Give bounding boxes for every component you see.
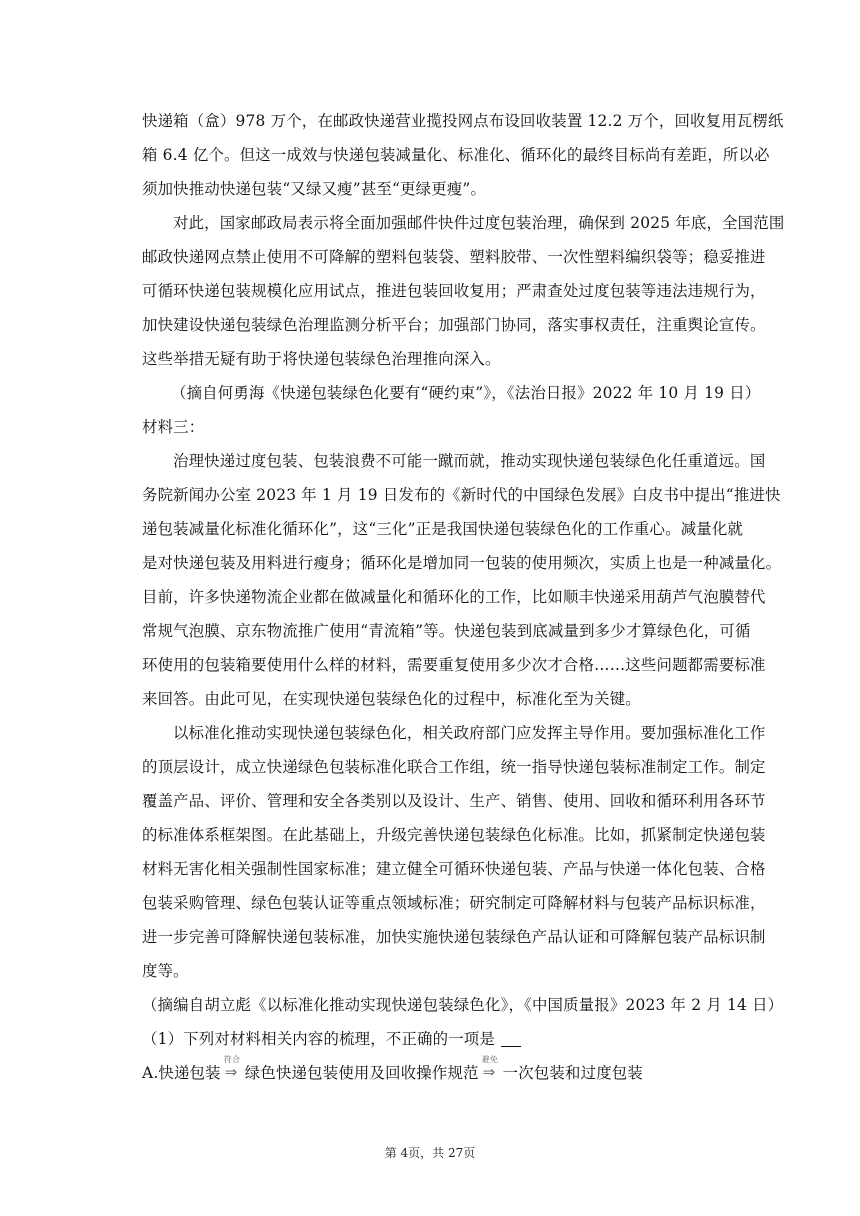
text-line: 须加快推动快递包装“又绿又瘦”甚至“更绿更瘦”。 [142,180,487,198]
text-line: 治理快递过度包装、包装浪费不可能一蹴而就，推动实现快递包装绿色化任重道远。国 [173,452,766,470]
page-footer: 第 4页，共 27页 [384,1146,476,1160]
text-line: 箱 6.4 亿个。但这一成效与快递包装减量化、标准化、循环化的最终目标尚有差距，所以必 [142,146,770,164]
text-line: 这些举措无疑有助于将快递包装绿色治理推向深入。 [142,350,501,368]
text-line: 来回答。由此可见，在实现快递包装绿色化的过程中，标准化至为关键。 [142,690,641,708]
text-line: 材料无害化相关强制性国家标准；建立健全可循环快递包装、产品与快递一体化包装、合格 [142,860,766,878]
option-a [142,1056,742,1090]
text-line: 快递箱（盒）978 万个，在邮政快递营业揽投网点布设回收装置 12.2 万个，回收复用瓦楞纸 [142,112,784,130]
source-citation: （摘自何勇海《快递包装绿色化要有“硬约束”》，《法治日报》2022 年 10 月 19 日） [171,384,761,402]
text-line: 可循环快递包装规模化应用试点，推进包装回收复用；严肃查处过度包装等违法违规行为， [142,282,766,300]
arrow-label: 避免 [481,1055,499,1064]
arrow-icon: 避免 ⇒ [481,1055,499,1081]
text-line: 包装采购管理、绿色包装认证等重点领域标准；研究制定可降解材料与包装产品标识标准， [142,894,766,912]
section-heading: 材料三： [142,418,205,436]
option-a-part2: 绿色快递包装使用及回收操作规范 [244,1064,479,1082]
text-line: 是对快递包装及用料进行瘦身；循环化是增加同一包装的使用频次，实质上也是一种减量化。 [142,554,782,572]
text-line: 的标准体系框架图。在此基础上，升级完善快递包装绿色化标准。比如，抓紧制定快递包装 [142,826,766,844]
text-line: 递包装减量化标准化循环化”，这“三化”正是我国快递包装绿色化的工作重心。减量化就 [142,520,744,538]
text-line: 环使用的包装箱要使用什么样的材料，需要重复使用多少次才合格……这些问题都需要标准 [142,656,766,674]
source-citation: （摘编自胡立彪《以标准化推动实现快递包装绿色化》，《中国质量报》2023 年 2 月 14 日） [142,996,784,1014]
question-stem [142,1022,742,1056]
document-body [142,104,785,1090]
text-line: 的顶层设计，成立快递绿色包装标准化联合工作组，统一指导快递包装标准制定工作。制定 [142,758,766,776]
text-line: 覆盖产品、评价、管理和安全各类别以及设计、生产、销售、使用、回收和循环利用各环节 [142,792,766,810]
text-line: 务院新闻办公室 2023 年 1 月 19 日发布的《新时代的中国绿色发展》白皮书中提出“推进快 [142,486,781,504]
text-line: 进一步完善可降解快递包装标准，加快实施快递包装绿色产品认证和可降解包装产品标识制 [142,928,766,946]
text-line: 对此，国家邮政局表示将全面加强邮件快件过度包装治理，确保到 2025 年底，全国范围 [173,214,785,232]
option-a-part1: A.快递包装 [142,1064,221,1082]
question-text: （1）下列对材料相关内容的梳理，不正确的一项是 [142,1030,495,1048]
text-line: 以标准化推动实现快递包装绿色化，相关政府部门应发挥主导作用。要加强标准化工作 [173,724,766,742]
answer-blank[interactable] [501,1030,521,1047]
text-line: 度等。 [142,962,189,980]
arrow-label: 符合 [223,1055,241,1064]
arrow-icon: 符合 ⇒ [223,1055,241,1081]
option-a-part3: 一次包装和过度包装 [502,1064,643,1082]
text-line: 常规气泡膜、京东物流推广使用“青流箱”等。快递包装到底减量到多少才算绿色化，可循 [142,622,751,640]
text-line: 加快建设快递包装绿色治理监测分析平台；加强部门协同，落实事权责任，注重舆论宣传。 [142,316,766,334]
text-line: 邮政快递网点禁止使用不可降解的塑料包装袋、塑料胶带、一次性塑料编织袋等；稳妥推进 [142,248,766,266]
text-line: 目前，许多快递物流企业都在做减量化和循环化的工作，比如顺丰快递采用葫芦气泡膜替代 [142,588,766,606]
